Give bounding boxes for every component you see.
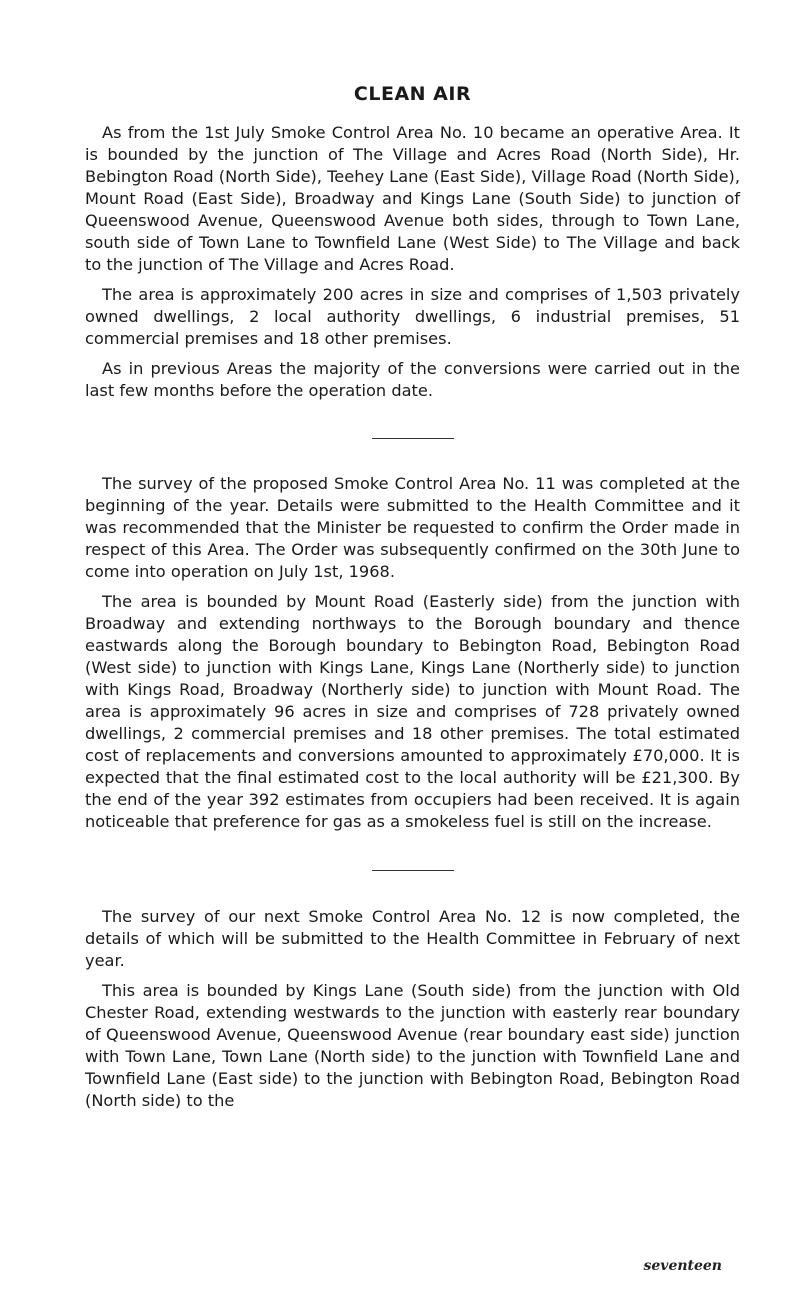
paragraph: The survey of our next Smoke Control Area No. 12 is now completed, the details of which will be submitted to the Health Committee in February of next year. (85, 907, 740, 970)
section-smoke-control-area-11 (85, 473, 740, 833)
paragraph: The area is approximately 200 acres in size and comprises of 1,503 privately owned dwellings, 2 local authority dwellings, 6 industrial premises, 51 commercial premises and 18 other premises. (85, 285, 740, 348)
document-page (85, 82, 740, 1120)
page-title: CLEAN AIR (353, 83, 472, 105)
section-smoke-control-area-10 (85, 122, 740, 402)
page-number-label: seventeen (643, 1258, 722, 1274)
paragraph: The survey of the proposed Smoke Control Area No. 11 was completed at the beginning of the year. Details were submitted to the Health Committee and it was recommended that the Minister be requested to confirm the Order made in respect of this Area. The Order was subsequently confirmed on the 30th June to come into operation on July 1st, 1968. (85, 474, 740, 581)
section-smoke-control-area-12 (85, 906, 740, 1112)
paragraph: This area is bounded by Kings Lane (South side) from the junction with Old Chester Road, extending westwards to the junction with easterly rear boundary of Queenswood Avenue, Queenswood Avenue (rear boundary east side) junction with Town Lane, Town Lane (North side) to the junction with Townfield Lane and Townfield Lane (East side) to the junction with Bebington Road, Bebington Road (North side) to the (85, 981, 740, 1110)
paragraph: As in previous Areas the majority of the conversions were carried out in the last few months before the operation date. (85, 359, 740, 400)
paragraph: As from the 1st July Smoke Control Area No. 10 became an operative Area. It is bounded by the junction of The Village and Acres Road (North Side), Hr. Bebington Road (North Side), Teehey Lane (East Side), Village Road (North Side), Mount Road (East Side), Broadway and Kings Lane (South Side) to junction of Queenswood Avenue, Queenswood Avenue both sides, through to Town Lane, south side of Town Lane to Townfield Lane (West Side) to The Village and back to the junction of The Village and Acres Road. (85, 123, 740, 274)
section-divider (372, 870, 454, 871)
paragraph: The area is bounded by Mount Road (Easterly side) from the junction with Broadway and extending northways to the Borough boundary and thence eastwards along the Borough boundary to Bebington Road, Bebington Road (West side) to junction with Kings Lane, Kings Lane (Northerly side) to junction with Kings Road, Broadway (Northerly side) to junction with Mount Road. The area is approximately 96 acres in size and comprises of 728 privately owned dwellings, 2 commercial premises and 18 other premises. The total estimated cost of replacements and conversions amounted to approximately £70,000. It is expected that the final estimated cost to the local authority will be £21,300. By the end of the year 392 estimates from occupiers had been received. It is again noticeable that preference for gas as a smokeless fuel is still on the increase. (85, 592, 740, 831)
section-divider (372, 438, 454, 439)
